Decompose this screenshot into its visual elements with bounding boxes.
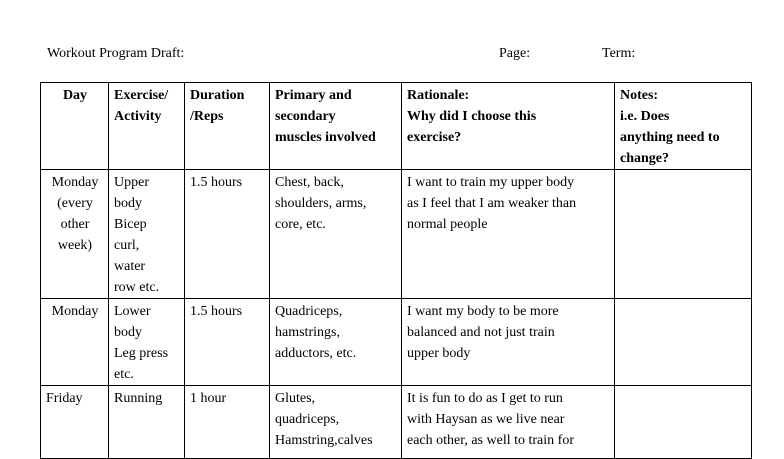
table-row xyxy=(41,299,752,386)
column-header-notes: Notes: i.e. Does anything need to change? xyxy=(615,83,752,170)
notes-cell xyxy=(615,170,752,299)
day-cell: Monday (every other week) xyxy=(41,170,109,299)
column-header-exercise: Exercise/ Activity xyxy=(109,83,185,170)
rationale-cell: I want to train my upper body as I feel that I am weaker than normal people xyxy=(402,170,615,299)
term-label: Term: xyxy=(602,46,636,61)
notes-cell xyxy=(615,299,752,386)
muscles-cell: Glutes, quadriceps, Hamstring,calves xyxy=(270,386,402,459)
page-label: Page: xyxy=(499,46,531,61)
table-row xyxy=(41,170,752,299)
column-header-duration: Duration /Reps xyxy=(185,83,270,170)
notes-cell xyxy=(615,386,752,459)
exercise-cell: Lower body Leg press etc. xyxy=(109,299,185,386)
day-cell: Friday xyxy=(41,386,109,459)
exercise-cell: Upper body Bicep curl, water row etc. xyxy=(109,170,185,299)
rationale-cell: It is fun to do as I get to run with Haysan as we live near each other, as well to train for xyxy=(402,386,615,459)
document-header xyxy=(0,46,784,66)
column-header-muscles: Primary and secondary muscles involved xyxy=(270,83,402,170)
muscles-cell: Quadriceps, hamstrings, adductors, etc. xyxy=(270,299,402,386)
column-header-day: Day xyxy=(41,83,109,170)
table-row xyxy=(41,386,752,459)
muscles-cell: Chest, back, shoulders, arms, core, etc. xyxy=(270,170,402,299)
rationale-cell: I want my body to be more balanced and not just train upper body xyxy=(402,299,615,386)
exercise-cell: Running xyxy=(109,386,185,459)
workout-program-table xyxy=(40,82,752,459)
duration-cell: 1.5 hours xyxy=(185,170,270,299)
duration-cell: 1 hour xyxy=(185,386,270,459)
column-header-rationale: Rationale: Why did I choose this exercise? xyxy=(402,83,615,170)
table-header-row xyxy=(41,83,752,170)
day-cell: Monday xyxy=(41,299,109,386)
draft-title: Workout Program Draft: xyxy=(47,46,185,61)
duration-cell: 1.5 hours xyxy=(185,299,270,386)
